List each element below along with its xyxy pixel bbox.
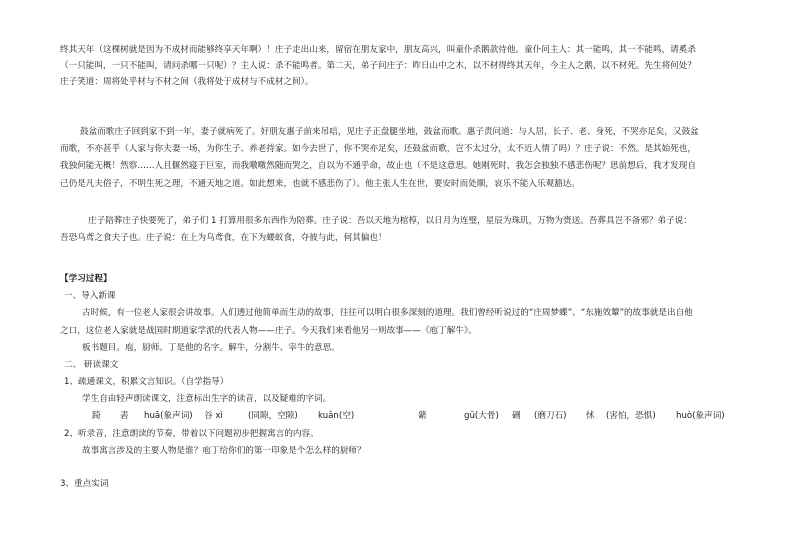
pronunciation-list — [60, 411, 740, 422]
pron-item: 硎 — [512, 411, 521, 422]
pron-item — [446, 411, 464, 422]
text-line: 庄子快要死了，弟子们 1 打算用很多东西作为陪葬。庄子说：吾以天地为棺椁，以日月为连璧，星辰为珠玑，万物为赍送。吾葬具岂不备邪？弟子说： — [122, 216, 692, 226]
pron-item: (同隙，空隙) — [248, 411, 298, 422]
sub-item-title: 3、重点实词 — [60, 478, 109, 489]
paragraph-tree-and-goose — [60, 45, 740, 94]
section-heading: 【学习过程】 — [60, 274, 112, 284]
text-line: 吾恐乌鸢之食夫子也。庄子说：在上为乌鸢食，在下为蝼蚁食，夺彼与此，何其偏也！ — [60, 233, 387, 244]
text-line: 庄子回到家不到一年，妻子就病死了。好朋友惠子前来吊唁，见庄子正盘腿坐地，鼓盆而歌。惠子责问道：与人居，长子、老、身死，不哭亦足矣，又鼓盆 — [114, 127, 699, 137]
pron-item: (害怕，恐惧) — [606, 411, 656, 422]
item-title: 二、 研读课文 — [64, 359, 119, 370]
pron-item — [368, 411, 378, 422]
story-title: 鼓盆而歌 — [80, 127, 115, 137]
text-line: 庄子笑道：周将处乎材与不材之间（我将处于成材与不成材之间）。 — [60, 77, 314, 88]
text-line: 终其天年（这棵树就是因为不成材而能够终享天年啊）！庄子走出山来，留宿在朋友家中，朋友高兴，叫童仆杀鹅款待他。童仆问主人：其一能鸣，其一不能鸣，请奚杀 — [60, 45, 696, 55]
text-line: 己仍是凡夫俗子，不明生死之理，不通天地之道。如此想来，也就不感悲伤了）。他主张人生在世，要安时而处顺，哀乐不能入乐观豁达。 — [60, 178, 580, 189]
text-line: 古时候，有一位老人家很会讲故事。人们透过他简单而生动的故事，往往可以明白很多深刻的道理。我们曾经听说过的“庄周梦蝶”、“东施效颦”的故事就是出自他 — [82, 308, 693, 319]
learning-process-section — [60, 274, 740, 496]
item-title: 一、导入新课 — [64, 291, 116, 302]
pron-item: huā(象声词) — [144, 411, 193, 422]
text-line: 我独何能无概！然察……人且偃然寝于巨室，而我噭噭然随而哭之，自以为不通乎命，故止也（不是这意思。她刚死时，我怎会独独不感悲伤呢？思前想后，我才发现自 — [60, 161, 696, 172]
pron-item — [668, 411, 676, 422]
pron-item — [378, 411, 418, 422]
pron-item: 砉 — [120, 411, 129, 422]
text-line: 学生自由轻声朗读课文，注意标出生字的读音，以及疑难的字词。 — [82, 394, 332, 405]
pron-item: 谷 xì — [204, 411, 223, 422]
story-title: 庄子陪葬 — [88, 216, 123, 226]
text-line: （一只能叫，一只不能叫，请问杀哪一只呢）？主人说：杀不能鸣者。第二天，弟子问庄子：昨日山中之木，以不材得终其天年，今主人之鹅，以不材死。先生将何处？ — [60, 61, 696, 72]
pron-item: 踦 — [92, 411, 101, 422]
text-line: 之口，这位老人家就是战国时期道家学派的代表人物——庄子。今天我们来看他另一则故事——《庖丁解牛》。 — [60, 325, 477, 336]
story-drumming-basin — [60, 127, 740, 196]
pron-item: gū(大骨) — [464, 411, 499, 422]
text-line: 故事寓言涉及的主要人物是谁？庖丁给你们的第一印象是个怎么样的厨师？ — [82, 445, 366, 456]
sub-item-title: 2、听录音，注意朗读的节奏，带着以下问题初步把握寓言的内容。 — [64, 428, 319, 439]
story-first-line — [60, 127, 740, 138]
pron-item: 怵 — [586, 411, 595, 422]
pron-item: kuǎn(空) — [318, 411, 355, 422]
pron-item: (磨刀石) — [534, 411, 567, 422]
text-line: 板书题目。庖，厨师。丁是他的名字。解牛，分割牛、宰牛的意思。 — [82, 342, 340, 353]
text-line: 而歌，不亦甚乎（人家与你夫妻一场，为你生子、养老持家。如今去世了，你不哭亦足矣，还鼓盆而歌，岂不太过分，太不近人情了吗）？庄子说：不然。是其始死也， — [60, 144, 696, 155]
pron-item: huò(象声词) — [676, 411, 725, 422]
story-burial — [60, 216, 740, 250]
story-first-line — [60, 216, 740, 227]
pron-item: 綮 — [418, 411, 427, 422]
sub-item-title: 1、疏通课文，积累文言知识。（自学指导） — [64, 377, 229, 388]
